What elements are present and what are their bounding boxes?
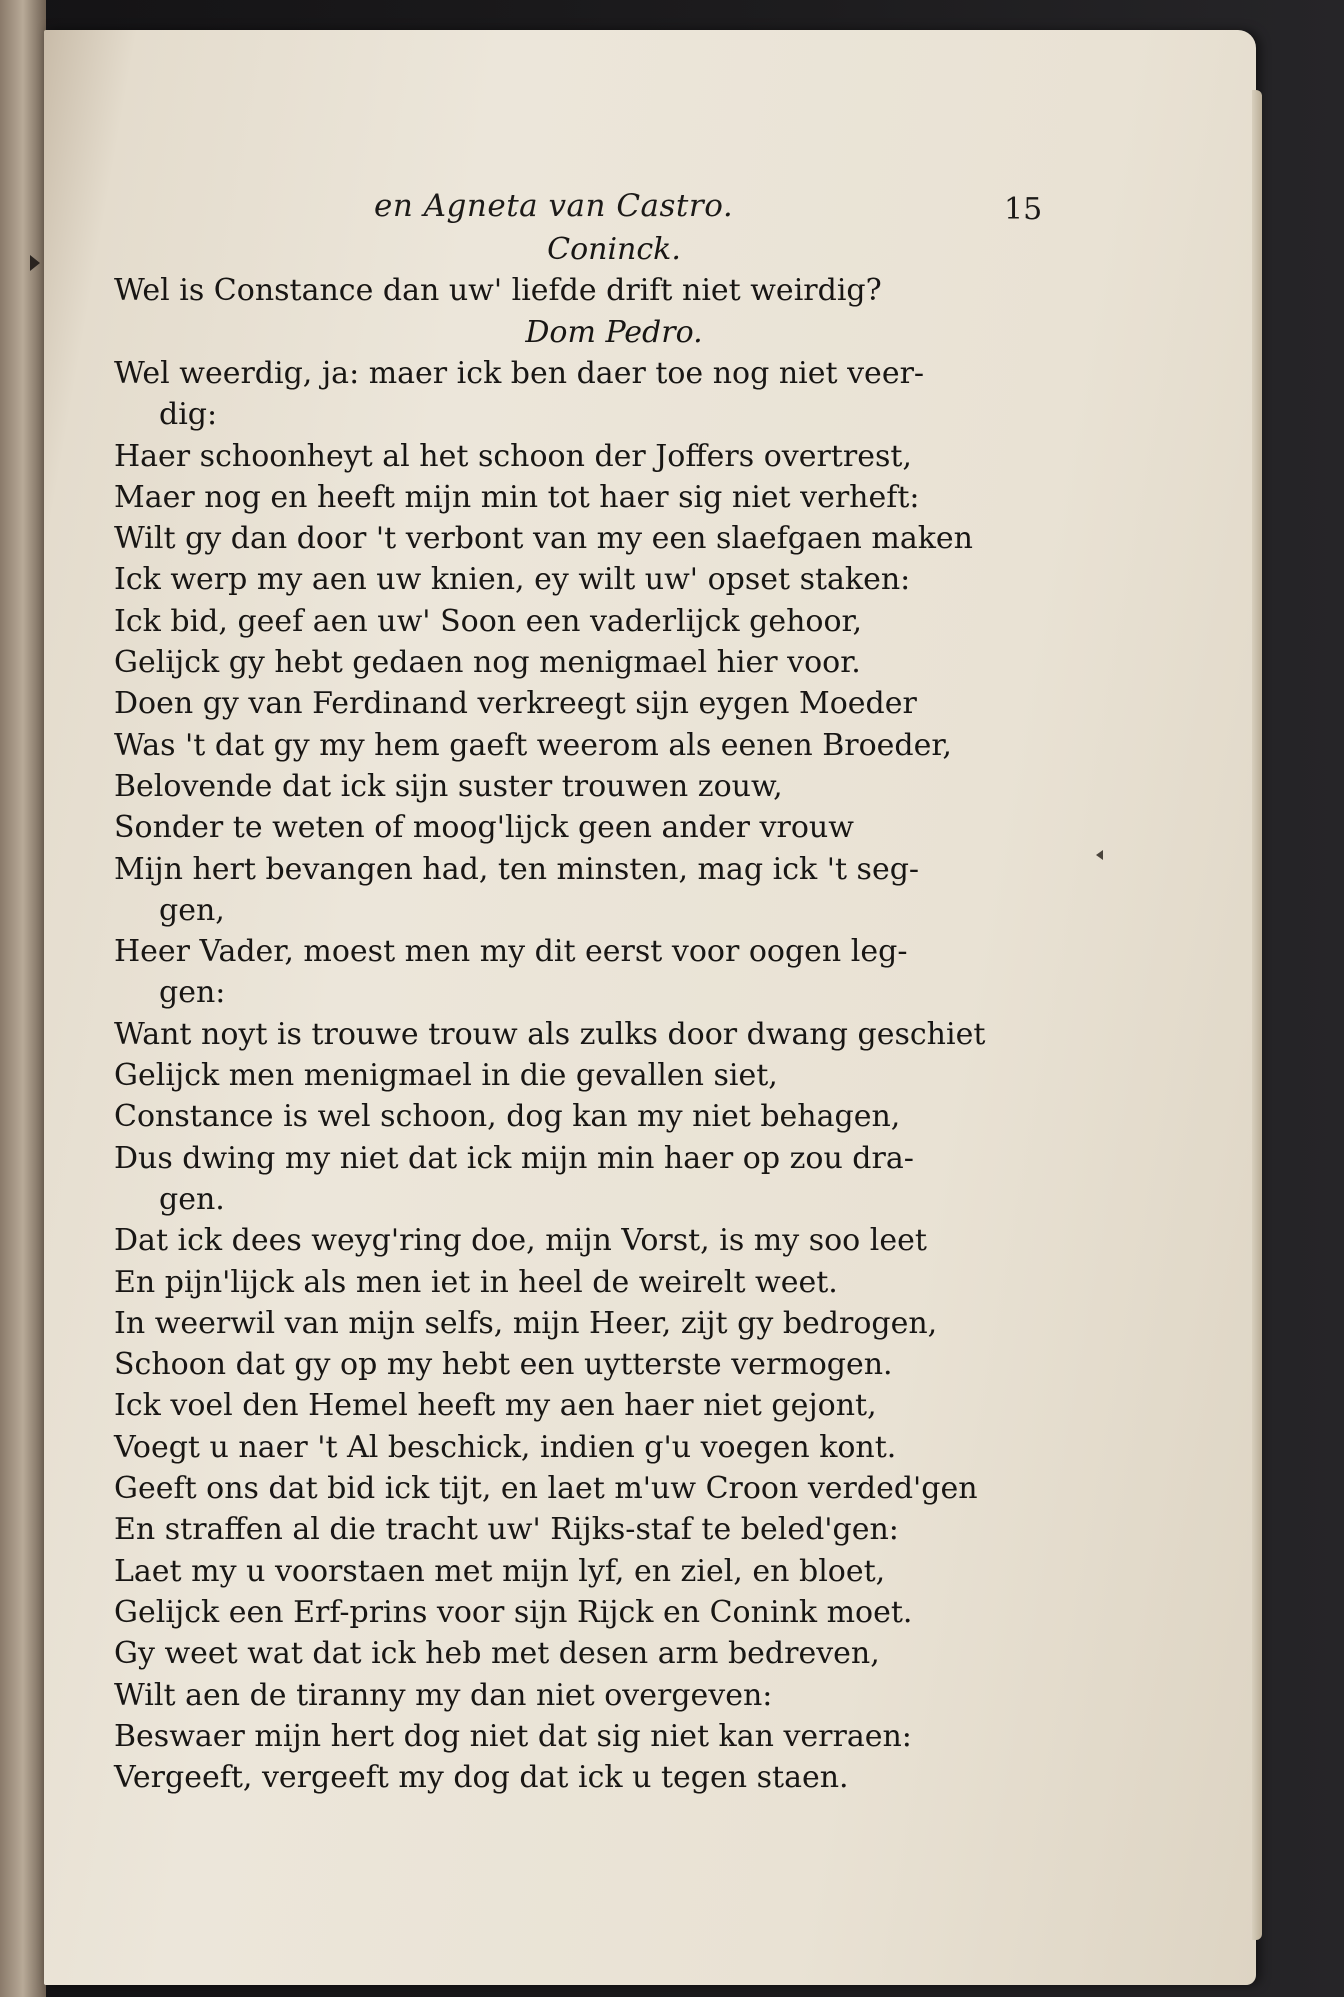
verse-line: Belovende dat ick sijn suster trouwen zouw, bbox=[114, 769, 783, 804]
facing-page-edge bbox=[0, 0, 46, 1997]
verse-line: Constance is wel schoon, dog kan my niet behagen, bbox=[114, 1099, 901, 1134]
speaker-name: Dom Pedro. bbox=[525, 315, 703, 350]
verse-line: Wilt aen de tiranny my dan niet overgeven: bbox=[114, 1678, 773, 1713]
verse-line: Gelijck gy hebt gedaen nog menigmael hier voor. bbox=[114, 645, 861, 680]
verse-line: Wel is Constance dan uw' liefde drift niet weirdig? bbox=[114, 273, 882, 308]
page-header bbox=[44, 170, 1256, 230]
verse-line: Wilt gy dan door 't verbont van my een slaefgaen maken bbox=[114, 521, 973, 556]
verse-line: Ick voel den Hemel heeft my aen haer niet gejont, bbox=[114, 1388, 877, 1423]
verse-line: Voegt u naer 't Al beschick, indien g'u voegen kont. bbox=[114, 1430, 897, 1465]
page-number: 15 bbox=[1004, 192, 1043, 227]
verse-line: dig: bbox=[159, 397, 218, 432]
verse-line: Vergeeft, vergeeft my dog dat ick u tegen staen. bbox=[114, 1760, 849, 1795]
verse-line: Gelijck men menigmael in die gevallen siet, bbox=[114, 1058, 778, 1093]
book-page bbox=[44, 30, 1256, 1985]
verse-line: gen. bbox=[159, 1182, 225, 1217]
verse-line: Haer schoonheyt al het schoon der Joffers overtrest, bbox=[114, 439, 912, 474]
verse-line: Dat ick dees weyg'ring doe, mijn Vorst, is my soo leet bbox=[114, 1223, 927, 1258]
verse-line: Dus dwing my niet dat ick mijn min haer op zou dra- bbox=[114, 1141, 914, 1176]
verse-line: Doen gy van Ferdinand verkreegt sijn eygen Moeder bbox=[114, 686, 917, 721]
verse-line: Gelijck een Erf-prins voor sijn Rijck en Conink moet. bbox=[114, 1595, 913, 1630]
page-marker-icon bbox=[30, 255, 40, 271]
verse-line: Gy weet wat dat ick heb met desen arm bedreven, bbox=[114, 1636, 880, 1671]
verse-line: In weerwil van mijn selfs, mijn Heer, zijt gy bedrogen, bbox=[114, 1306, 938, 1341]
margin-mark-icon bbox=[1096, 850, 1103, 860]
verse-line: Wel weerdig, ja: maer ick ben daer toe nog niet veer- bbox=[114, 356, 925, 391]
verse-line: Want noyt is trouwe trouw als zulks door dwang geschiet bbox=[114, 1017, 986, 1052]
verse-line: Laet my u voorstaen met mijn lyf, en ziel, en bloet, bbox=[114, 1554, 886, 1589]
verse-line: gen, bbox=[159, 893, 225, 928]
verse-line: Was 't dat gy my hem gaeft weerom als eenen Broeder, bbox=[114, 728, 952, 763]
verse-line: Ick werp my aen uw knien, ey wilt uw' opset staken: bbox=[114, 562, 911, 597]
verse-line: Geeft ons dat bid ick tijt, en laet m'uw Croon verded'gen bbox=[114, 1471, 978, 1506]
verse-line: Schoon dat gy op my hebt een uytterste vermogen. bbox=[114, 1347, 893, 1382]
verse-line: Heer Vader, moest men my dit eerst voor oogen leg- bbox=[114, 934, 908, 969]
verse-line: Maer nog en heeft mijn min tot haer sig niet verheft: bbox=[114, 480, 920, 515]
verse-line: Mijn hert bevangen had, ten minsten, mag ick 't seg- bbox=[114, 852, 920, 887]
page-edge bbox=[1252, 90, 1262, 1940]
speaker-name: Coninck. bbox=[547, 232, 681, 267]
verse-line: Sonder te weten of moog'lijck geen ander vrouw bbox=[114, 810, 854, 845]
running-title: en Agneta van Castro. bbox=[374, 188, 734, 224]
verse-line: Ick bid, geef aen uw' Soon een vaderlijck gehoor, bbox=[114, 604, 863, 639]
verse-line: Beswaer mijn hert dog niet dat sig niet kan verraen: bbox=[114, 1719, 912, 1754]
verse-line: En straffen al die tracht uw' Rijks-staf te beled'gen: bbox=[114, 1512, 899, 1547]
verse-line: En pijn'lijck als men iet in heel de weirelt weet. bbox=[114, 1265, 838, 1300]
verse-line: gen: bbox=[159, 975, 226, 1010]
